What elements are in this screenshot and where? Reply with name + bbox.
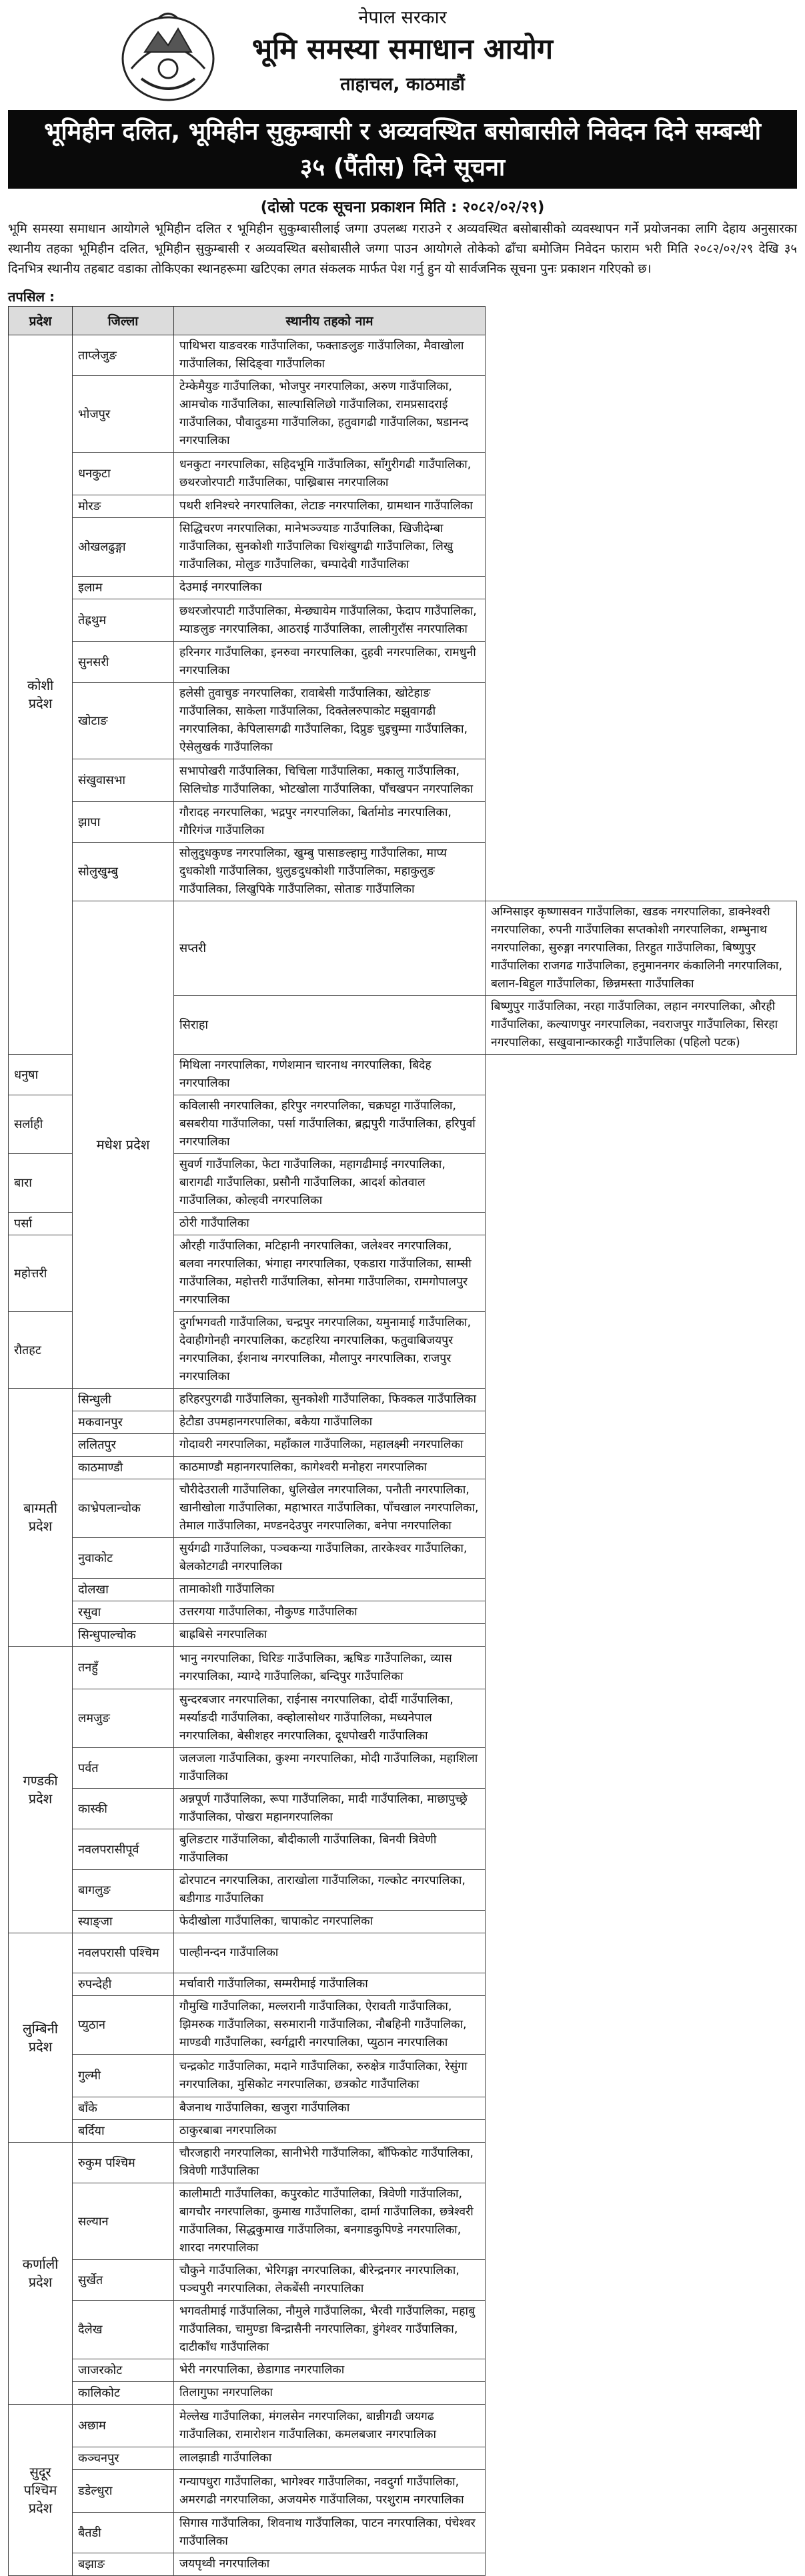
table-row bbox=[9, 2405, 797, 2447]
header-district: जिल्ला bbox=[73, 307, 174, 335]
province-cell: मधेश प्रदेश bbox=[73, 901, 174, 1389]
local-level-cell: तामाकोशी गाउँपालिका bbox=[174, 1579, 486, 1601]
organization-name: भूमि समस्या समाधान आयोग bbox=[251, 33, 554, 66]
table-row bbox=[9, 2447, 797, 2470]
district-cell: मोरङ bbox=[73, 495, 174, 518]
organization-location: ताहाचल, काठमाडौं bbox=[340, 74, 465, 95]
district-cell: खोटाङ bbox=[73, 683, 174, 759]
local-level-cell: सभापोखरी गाउँपालिका, चिचिला गाउँपालिका, मकालु गाउँपालिका, सिलिचोङ गाउँपालिका, भोटखोला गाउँपालिका, पाँचखपन नगरपालिका bbox=[174, 759, 486, 802]
list-label: तपसिल : bbox=[8, 289, 55, 305]
table-row bbox=[9, 2097, 797, 2120]
province-cell: गण्डकी प्रदेश bbox=[9, 1647, 73, 1933]
table-row bbox=[9, 1689, 797, 1748]
local-level-cell: बाह्रबिसे नगरपालिका bbox=[174, 1624, 486, 1647]
local-level-cell: हेटौडा उपमहानगरपालिका, बकैया गाउँपालिका bbox=[174, 1411, 486, 1434]
local-level-cell: गौरादह नगरपालिका, भद्रपुर नगरपालिका, बिर्तामोड नगरपालिका, गौरिगंज गाउँपालिका bbox=[174, 802, 486, 843]
notice-title-line1: भूमिहीन दलित, भूमिहीन सुकुम्बासी र अव्यवस्थित बसोबासीले निवेदन दिने सम्बन्धी bbox=[44, 118, 761, 145]
local-level-cell: बिष्णुपुर गाउँपालिका, नरहा गाउँपालिका, लहान नगरपालिका, औरही गाउँपालिका, कल्याणपुर नगरपालिका, नवराजपुर गाउँपालिका, सिरहा नगरपालिका, सखुवानान्कारकट्टी गाउँपालिका (पहिलो पटक) bbox=[486, 996, 797, 1055]
table-row bbox=[9, 2470, 797, 2513]
notice-header bbox=[8, 0, 797, 110]
district-cell: रौतहट bbox=[9, 1312, 73, 1389]
local-level-cell: बैजनाथ गाउँपालिका, खजुरा गाउँपालिका bbox=[174, 2097, 486, 2120]
header-local-level: स्थानीय तहको नाम bbox=[174, 307, 486, 335]
district-cell: बारा bbox=[9, 1154, 73, 1213]
publication-date: (दोस्रो पटक सूचना प्रकाशन मिति : २०८२/०२/२९) bbox=[260, 199, 545, 216]
table-row bbox=[9, 1411, 797, 1434]
local-level-cell: लालझाडी गाउँपालिका bbox=[174, 2447, 486, 2470]
local-level-cell: बुलिङटार गाउँपालिका, बौदीकाली गाउँपालिका, बिनयी त्रिवेणी गाउँपालिका bbox=[174, 1829, 486, 1870]
notice-title-line2: ३५ (पैंतीस) दिने सूचना bbox=[299, 154, 506, 181]
header-province: प्रदेश bbox=[9, 307, 73, 335]
district-cell: कास्की bbox=[73, 1789, 174, 1829]
local-level-cell: सोलुदुधकुण्ड नगरपालिका, खुम्बु पासाङल्हामु गाउँपालिका, माप्य दुधकोशी गाउँपालिका, थुलुङदुधकोशी गाउँपालिका, महाकुलुङ गाउँपालिका, लिखुपिके गाउँपालिका, सोताङ गाउँपालिका bbox=[174, 843, 486, 901]
district-cell: नुवाकोट bbox=[73, 1538, 174, 1579]
table-row bbox=[9, 1789, 797, 1829]
district-cell: रसुवा bbox=[73, 1601, 174, 1624]
district-cell: सुनसरी bbox=[73, 642, 174, 683]
local-level-cell: टेम्केमैयुङ गाउँपालिका, भोजपुर नगरपालिका, अरुण गाउँपालिका, आमचोक गाउँपालिका, साल्पासिलिछो गाउँपालिका, रामप्रसादराई गाउँपालिका, पौवादुङमा गाउँपालिका, हतुवागढी गाउँपालिका, षडानन्द नगरपालिका bbox=[174, 376, 486, 453]
local-level-cell: हलेसी तुवाचुङ नगरपालिका, रावाबेसी गाउँपालिका, खोटेहाङ गाउँपालिका, साकेला गाउँपालिका, दिक्तेलरुपाकोट मझुवागढी नगरपालिका, केपिलासगढी गाउँपालिका, दिप्रुङ चुइचुम्मा गाउँपालिका, ऐसेलुखर्क गाउँपालिका bbox=[174, 683, 486, 759]
district-cell: इलाम bbox=[73, 577, 174, 599]
table-row bbox=[9, 759, 797, 802]
table-row bbox=[9, 683, 797, 759]
local-level-cell: कालीमाटी गाउँपालिका, कपुरकोट गाउँपालिका, त्रिवेणी गाउँपालिका, बागचौर नगरपालिका, कुमाख गाउँपालिका, दार्मा गाउँपालिका, छत्रेश्वरी गाउँपालिका, सिद्धकुमाख गाउँपालिका, बनगाडकुपिण्डे नगरपालिका, शारदा नगरपालिका bbox=[174, 2183, 486, 2260]
district-cell: धनकुटा bbox=[73, 453, 174, 495]
local-level-cell: औरही गाउँपालिका, मटिहानी नगरपालिका, जलेश्वर नगरपालिका, बलवा नगरपालिका, भंगाहा नगरपालिका, एकडारा गाउँपालिका, साम्सी गाउँपालिका, महोत्तरी गाउँपालिका, सोनमा गाउँपालिका, रामगोपालपुर नगरपालिका bbox=[174, 1235, 486, 1312]
table-row bbox=[9, 1829, 797, 1870]
district-cell: सोलुखुम्बु bbox=[73, 843, 174, 901]
local-level-cell: चौकुने गाउँपालिका, भेरिगङ्गा नगरपालिका, बीरेन्द्रनगर नगरपालिका, पञ्चपुरी नगरपालिका, लेकबेंसी नगरपालिका bbox=[174, 2260, 486, 2301]
local-level-cell: ठोरी गाउँपालिका bbox=[174, 1213, 486, 1235]
district-cell: बैतडी bbox=[73, 2513, 174, 2553]
local-level-cell: ठाकुरबाबा नगरपालिका bbox=[174, 2120, 486, 2143]
district-cell: सल्यान bbox=[73, 2183, 174, 2260]
local-level-cell: चौरजहारी नगरपालिका, सानीभेरी गाउँपालिका, बाँफिकोट गाउँपालिका, त्रिवेणी गाउँपालिका bbox=[174, 2143, 486, 2183]
table-row bbox=[9, 2382, 797, 2405]
table-row bbox=[9, 642, 797, 683]
local-level-cell: गोदावरी नगरपालिका, महाँकाल गाउँपालिका, महालक्ष्मी नगरपालिका bbox=[174, 1434, 486, 1457]
district-cell: तेह्रथुम bbox=[73, 599, 174, 642]
district-cell: अछाम bbox=[73, 2405, 174, 2447]
table-row bbox=[9, 2260, 797, 2301]
table-row bbox=[9, 453, 797, 495]
local-level-cell: सुन्दरबजार नगरपालिका, राईनास नगरपालिका, दोर्दी गाउँपालिका, मर्स्याङदी गाउँपालिका, क्व्होलासोथर गाउँपालिका, मध्यनेपाल नगरपालिका, बेसीशहर नगरपालिका, दूधपोखरी गाउँपालिका bbox=[174, 1689, 486, 1748]
local-level-cell: सिगास गाउँपालिका, शिवनाथ गाउँपालिका, पाटन नगरपालिका, पंचेश्वर गाउँपालिका bbox=[174, 2513, 486, 2553]
province-cell: कोशी प्रदेश bbox=[9, 335, 73, 1055]
province-cell: लुम्बिनी प्रदेश bbox=[9, 1933, 73, 2143]
local-level-cell: सुर्यगढी गाउँपालिका, पञ्चकन्या गाउँपालिका, तारकेश्वर गाउँपालिका, बेलकोटगढी नगरपालिका bbox=[174, 1538, 486, 1579]
table-row bbox=[9, 2553, 797, 2576]
table-row bbox=[9, 2055, 797, 2097]
table-row bbox=[9, 599, 797, 642]
district-cell: संखुवासभा bbox=[73, 759, 174, 802]
table-row bbox=[9, 802, 797, 843]
local-level-cell: धनकुटा नगरपालिका, सहिदभूमि गाउँपालिका, साँगुरीगढी गाउँपालिका, छथरजोरपाटी गाउँपालिका, पाख्रिबास नगरपालिका bbox=[174, 453, 486, 495]
district-cell: जाजरकोट bbox=[73, 2359, 174, 2382]
district-cell: ललितपुर bbox=[73, 1434, 174, 1457]
table-row bbox=[9, 1870, 797, 1911]
table-row bbox=[9, 1434, 797, 1457]
province-cell: सुदूर पश्चिम प्रदेश bbox=[9, 2405, 73, 2576]
district-cell: बर्दिया bbox=[73, 2120, 174, 2143]
local-level-cell: गन्यापधुरा गाउँपालिका, भागेश्वर गाउँपालिका, नवदुर्गा गाउँपालिका, अमरगढी नगरपालिका, अजयमेरु गाउँपालिका, परशुराम नगरपालिका bbox=[174, 2470, 486, 2513]
district-cell: काभ्रेपलान्चोक bbox=[73, 1479, 174, 1538]
table-row bbox=[9, 1579, 797, 1601]
district-cell: नवलपरासीपूर्व bbox=[73, 1829, 174, 1870]
district-cell: तनहुँ bbox=[73, 1647, 174, 1689]
local-level-cell: कविलासी नगरपालिका, हरिपुर नगरपालिका, चक्रघट्टा गाउँपालिका, बसबरीया गाउँपालिका, पर्सा गाउँपालिका, ब्रह्मपुरी गाउँपालिका, हरिपुर्वा नगरपालिका bbox=[174, 1095, 486, 1154]
notice-title-banner bbox=[8, 110, 797, 189]
district-cell: काठमाण्डौ bbox=[73, 1457, 174, 1479]
table-row bbox=[9, 2301, 797, 2359]
district-cell: दैलेख bbox=[73, 2301, 174, 2359]
table-row bbox=[9, 2143, 797, 2183]
district-cell: लमजुङ bbox=[73, 1689, 174, 1748]
local-level-cell: पथरी शनिश्चरे नगरपालिका, लेटाङ नगरपालिका, ग्रामथान गाउँपालिका bbox=[174, 495, 486, 518]
table-row bbox=[9, 376, 797, 453]
table-row bbox=[9, 577, 797, 599]
district-cell: धनुषा bbox=[9, 1055, 73, 1095]
local-level-cell: सिद्धिचरण नगरपालिका, मानेभञ्ज्याङ गाउँपालिका, खिजीदेम्बा गाउँपालिका, सुनकोशी गाउँपालिका चिशंखुगढी गाउँपालिका, लिखु गाउँपालिका, मोलुङ गाउँपालिका, चम्पादेवी गाउँपालिका bbox=[174, 518, 486, 577]
table-body bbox=[9, 335, 797, 2576]
district-cell: झापा bbox=[73, 802, 174, 843]
district-cell: मकवानपुर bbox=[73, 1411, 174, 1434]
district-cell: सर्लाही bbox=[9, 1095, 73, 1154]
local-level-cell: जलजला गाउँपालिका, कुश्मा नगरपालिका, मोदी गाउँपालिका, महाशिला गाउँपालिका bbox=[174, 1748, 486, 1789]
local-level-cell: छथरजोरपाटी गाउँपालिका, मेन्छ्यायेम गाउँपालिका, फेदाप गाउँपालिका, म्याङलुङ नगरपालिका, आठराई गाउँपालिका, लालीगुराँस नगरपालिका bbox=[174, 599, 486, 642]
table-row bbox=[9, 518, 797, 577]
district-cell: बाँके bbox=[73, 2097, 174, 2120]
local-level-cell: जयपृथ्वी नगरपालिका bbox=[174, 2553, 486, 2576]
district-cell: महोत्तरी bbox=[9, 1235, 73, 1312]
local-level-cell: मेल्लेख गाउँपालिका, मंगलसेन नगरपालिका, बान्नीगढी जयगढ गाउँपालिका, रामारोशन गाउँपालिका, कमलबजार नगरपालिका bbox=[174, 2405, 486, 2447]
table-row bbox=[9, 1748, 797, 1789]
district-cell: नवलपरासी पश्चिम bbox=[73, 1933, 174, 1973]
local-level-cell: काठमाण्डौ महानगरपालिका, कागेश्वरी मनोहरा नगरपालिका bbox=[174, 1457, 486, 1479]
table-row bbox=[9, 1911, 797, 1933]
local-level-cell: अग्निसाइर कृष्णासवन गाउँपालिका, खडक नगरपालिका, डाक्नेश्वरी नगरपालिका, रुपनी गाउँपालिका सप्तकोशी नगरपालिका, शम्भुनाथ नगरपालिका, सुरुङ्गा नगरपालिका, तिरहुत गाउँपालिका, बिष्णुपुर गाउँपालिका राजगढ गाउँपालिका, हनुमाननगर कंकालिनी नगरपालिका, बलान-बिहुल गाउँपालिका, छिन्नमस्ता गाउँपालिका bbox=[486, 901, 797, 996]
local-level-cell: मर्चावारी गाउँपालिका, सम्मरीमाई गाउँपालिका bbox=[174, 1973, 486, 1996]
local-level-cell: उत्तरगया गाउँपालिका, नौकुण्ड गाउँपालिका bbox=[174, 1601, 486, 1624]
table-header-row bbox=[9, 307, 797, 335]
local-level-cell: ढोरपाटन नगरपालिका, ताराखोला गाउँपालिका, गल्कोट नगरपालिका, बडीगाड गाउँपालिका bbox=[174, 1870, 486, 1911]
table-row bbox=[9, 2183, 797, 2260]
district-cell: रुकुम पश्चिम bbox=[73, 2143, 174, 2183]
district-cell: गुल्मी bbox=[73, 2055, 174, 2097]
local-level-cell: भगवतीमाई गाउँपालिका, नौमुले गाउँपालिका, भैरवी गाउँपालिका, महाबु गाउँपालिका, चामुण्डा बिन्द्रासैनी नगरपालिका, डुंगेश्वर गाउँपालिका, दाटीकाँध गाउँपालिका bbox=[174, 2301, 486, 2359]
district-cell: रुपन्देही bbox=[73, 1973, 174, 1996]
table-row bbox=[9, 1996, 797, 2055]
district-cell: सिराहा bbox=[174, 996, 486, 1055]
government-name: नेपाल सरकार bbox=[358, 7, 447, 28]
district-cell: बागलुङ bbox=[73, 1870, 174, 1911]
local-level-cell: गौमुखि गाउँपालिका, मल्लरानी गाउँपालिका, ऐरावती गाउँपालिका, झिमरुक गाउँपालिका, सरुमारानी गाउँपालिका, नौबहिनी गाउँपालिका, माण्डवी गाउँपालिका, स्वर्गद्वारी नगरपालिका, प्युठान नगरपालिका bbox=[174, 1996, 486, 2055]
table-row bbox=[9, 1933, 797, 1973]
local-level-cell: देउमाई नगरपालिका bbox=[174, 577, 486, 599]
table-row bbox=[9, 1647, 797, 1689]
local-level-cell: हरिहरपुरगढी गाउँपालिका, सुनकोशी गाउँपालिका, फिक्कल गाउँपालिका bbox=[174, 1389, 486, 1411]
table-row bbox=[9, 1538, 797, 1579]
province-cell: बाग्मती प्रदेश bbox=[9, 1389, 73, 1647]
local-level-cell: चौरीदेउराली गाउँपालिका, धुलिखेल नगरपालिका, पनौती नगरपालिका, खानीखोला गाउँपालिका, महाभारत गाउँपालिका, पाँचखाल नगरपालिका, तेमाल गाउँपालिका, मण्डनदेउपुर नगरपालिका, बनेपा नगरपालिका bbox=[174, 1479, 486, 1538]
table-row bbox=[9, 1479, 797, 1538]
local-level-cell: दुर्गाभगवती गाउँपालिका, चन्द्रपुर नगरपालिका, यमुनामाई गाउँपालिका, देवाहीगोनही नगरपालिका, कटहरिया नगरपालिका, फतुवाबिजयपुर नगरपालिका, ईशनाथ नगरपालिका, मौलापुर नगरपालिका, राजपुर नगरपालिका bbox=[174, 1312, 486, 1389]
table-row bbox=[9, 1973, 797, 1996]
district-cell: सिन्धुपाल्चोक bbox=[73, 1624, 174, 1647]
district-cell: पर्वत bbox=[73, 1748, 174, 1789]
table-row bbox=[9, 495, 797, 518]
district-cell: भोजपुर bbox=[73, 376, 174, 453]
district-cell: डडेल्धुरा bbox=[73, 2470, 174, 2513]
table-row bbox=[9, 901, 797, 996]
table-row bbox=[9, 1624, 797, 1647]
district-cell: सुर्खेत bbox=[73, 2260, 174, 2301]
district-cell: सप्तरी bbox=[174, 901, 486, 996]
district-cell: स्याङ्जा bbox=[73, 1911, 174, 1933]
district-cell: ओखलढुङ्गा bbox=[73, 518, 174, 577]
district-cell: कञ्चनपुर bbox=[73, 2447, 174, 2470]
local-level-cell: मिथिला नगरपालिका, गणेशमान चारनाथ नगरपालिका, बिदेह नगरपालिका bbox=[174, 1055, 486, 1095]
province-cell: कर्णाली प्रदेश bbox=[9, 2143, 73, 2405]
table-row bbox=[9, 1601, 797, 1624]
local-level-cell: तिलागुफा नगरपालिका bbox=[174, 2382, 486, 2405]
local-level-cell: फेदीखोला गाउँपालिका, चापाकोट नगरपालिका bbox=[174, 1911, 486, 1933]
table-row bbox=[9, 2120, 797, 2143]
table-row bbox=[9, 843, 797, 901]
local-level-cell: अन्नपूर्ण गाउँपालिका, रूपा गाउँपालिका, मादी गाउँपालिका, माछापुच्छ्रे गाउँपालिका, पोखरा महानगरपालिका bbox=[174, 1789, 486, 1829]
district-cell: पर्सा bbox=[9, 1213, 73, 1235]
local-level-cell: पाल्हीनन्दन गाउँपालिका bbox=[174, 1933, 486, 1973]
district-cell: ताप्लेजुङ bbox=[73, 335, 174, 376]
local-level-cell: भेरी नगरपालिका, छेडागाड नगरपालिका bbox=[174, 2359, 486, 2382]
local-level-cell: भानु नगरपालिका, घिरिङ गाउँपालिका, ऋषिङ गाउँपालिका, व्यास नगरपालिका, म्याग्दे गाउँपालिका, बन्दिपुर गाउँपालिका bbox=[174, 1647, 486, 1689]
local-levels-table bbox=[8, 306, 797, 2576]
district-cell: दोलखा bbox=[73, 1579, 174, 1601]
table-row bbox=[9, 335, 797, 376]
district-cell: कालिकोट bbox=[73, 2382, 174, 2405]
local-level-cell: चन्द्रकोट गाउँपालिका, मदाने गाउँपालिका, रुरुक्षेत्र गाउँपालिका, रेसुंगा नगरपालिका, मुसिकोट नगरपालिका, छत्रकोट गाउँपालिका bbox=[174, 2055, 486, 2097]
local-level-cell: हरिनगर गाउँपालिका, इनरुवा नगरपालिका, दुहवी नगरपालिका, रामधुनी नगरपालिका bbox=[174, 642, 486, 683]
notice-intro-paragraph: भूमि समस्या समाधान आयोगले भूमिहीन दलित र भूमिहीन सुकुम्बासीलाई जग्गा उपलब्ध गराउने र अव्यवस्थित बसोबासीको व्यवस्थापन गर्ने प्रयोजनका लागि देहाय अनुसारका स्थानीय तहका भूमिहीन दलित, भूमिहीन सुकुम्बासी र अव्यवस्थित बसोबासीले जग्गा पाउन आयोगले तोकेको ढाँचा बमोजिम निवेदन फाराम भरी मिति २०८२/०२/२९ देखि ३५ दिनभित्र स्थानीय तहबाट वडाका तोकिएका स्थानहरूमा खटिएका लगत संकलक मार्फत पेश गर्नु हुन यो सार्वजनिक सूचना पुनः प्रकाशन गरिएको छ। bbox=[8, 222, 797, 276]
district-cell: सिन्धुली bbox=[73, 1389, 174, 1411]
table-row bbox=[9, 2359, 797, 2382]
table-row bbox=[9, 1389, 797, 1411]
local-level-cell: सुवर्ण गाउँपालिका, फेटा गाउँपालिका, महागढीमाई नगरपालिका, बारागढी गाउँपालिका, प्रसौनी गाउँपालिका, आदर्श कोतवाल गाउँपालिका, कोल्हवी नगरपालिका bbox=[174, 1154, 486, 1213]
district-cell: प्युठान bbox=[73, 1996, 174, 2055]
table-row bbox=[9, 1457, 797, 1479]
district-cell: बझाङ bbox=[73, 2553, 174, 2576]
local-level-cell: पाथिभरा याङवरक गाउँपालिका, फक्ताङलुङ गाउँपालिका, मैवाखोला गाउँपालिका, सिदिङ्वा गाउँपालिका bbox=[174, 335, 486, 376]
